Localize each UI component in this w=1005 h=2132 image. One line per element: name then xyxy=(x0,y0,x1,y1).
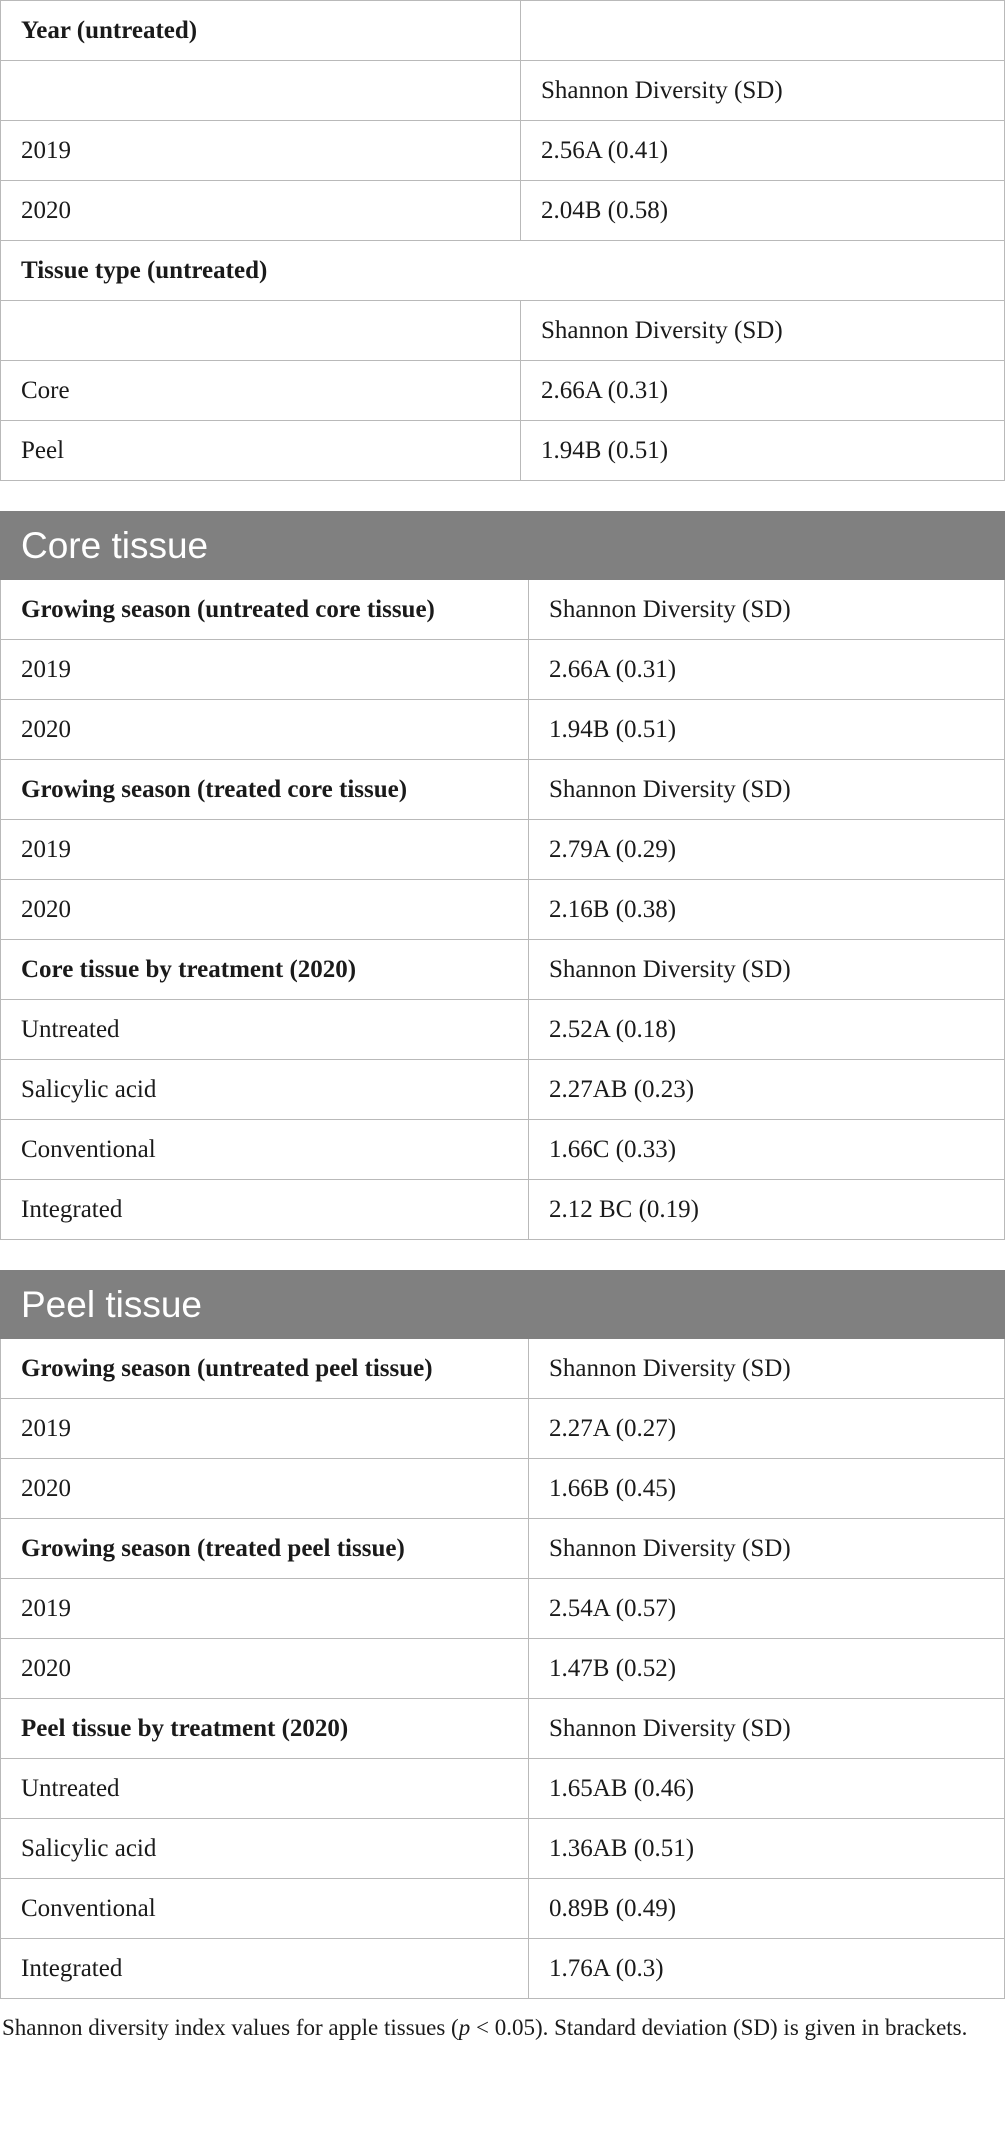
table-row xyxy=(1,1579,1005,1639)
section-header-row xyxy=(1,512,1005,580)
column-header: Shannon Diversity (SD) xyxy=(529,1339,1005,1399)
column-header: Shannon Diversity (SD) xyxy=(529,760,1005,820)
table-row xyxy=(1,640,1005,700)
group-header-row xyxy=(1,241,1005,301)
column-header-row xyxy=(1,61,1005,121)
column-header: Shannon Diversity (SD) xyxy=(529,580,1005,640)
table-row xyxy=(1,421,1005,481)
column-header: Shannon Diversity (SD) xyxy=(529,1519,1005,1579)
group-heading: Core tissue by treatment (2020) xyxy=(1,940,529,1000)
table-row xyxy=(1,1180,1005,1240)
group-header-row xyxy=(1,1699,1005,1759)
table-row xyxy=(1,1120,1005,1180)
group-heading: Year (untreated) xyxy=(1,1,521,61)
untreated-summary-table xyxy=(0,0,1005,481)
group-heading: Growing season (untreated core tissue) xyxy=(1,580,529,640)
caption-p-symbol: p xyxy=(458,2015,471,2040)
row-value: 2.27A (0.27) xyxy=(529,1399,1005,1459)
row-value: 1.76A (0.3) xyxy=(529,1939,1005,1999)
row-label: Conventional xyxy=(1,1879,529,1939)
group-heading: Growing season (treated peel tissue) xyxy=(1,1519,529,1579)
column-header: Shannon Diversity (SD) xyxy=(529,940,1005,1000)
table-row xyxy=(1,121,1005,181)
row-label: Peel xyxy=(1,421,521,481)
row-label: 2019 xyxy=(1,1579,529,1639)
row-label: Core xyxy=(1,361,521,421)
row-label: Integrated xyxy=(1,1180,529,1240)
row-label: 2020 xyxy=(1,1639,529,1699)
row-label: Salicylic acid xyxy=(1,1060,529,1120)
table-row xyxy=(1,1819,1005,1879)
group-heading: Growing season (untreated peel tissue) xyxy=(1,1339,529,1399)
table-row xyxy=(1,181,1005,241)
group-heading: Peel tissue by treatment (2020) xyxy=(1,1699,529,1759)
row-value: 1.65AB (0.46) xyxy=(529,1759,1005,1819)
peel-tissue-table xyxy=(0,1270,1005,1999)
empty-cell xyxy=(521,1,1005,61)
empty-cell xyxy=(1,301,521,361)
core-tissue-table xyxy=(0,511,1005,1240)
section-header-row xyxy=(1,1271,1005,1339)
table-row xyxy=(1,880,1005,940)
row-label: 2019 xyxy=(1,820,529,880)
row-label: 2020 xyxy=(1,700,529,760)
table-row xyxy=(1,1879,1005,1939)
row-label: Integrated xyxy=(1,1939,529,1999)
section-title: Core tissue xyxy=(1,512,1005,580)
group-heading: Growing season (treated core tissue) xyxy=(1,760,529,820)
group-heading: Tissue type (untreated) xyxy=(1,241,1005,301)
row-label: 2020 xyxy=(1,880,529,940)
row-label: 2019 xyxy=(1,640,529,700)
column-header: Shannon Diversity (SD) xyxy=(521,301,1005,361)
group-header-row xyxy=(1,940,1005,1000)
row-value: 2.12 BC (0.19) xyxy=(529,1180,1005,1240)
group-header-row xyxy=(1,580,1005,640)
group-header-row xyxy=(1,1,1005,61)
caption-text-start: Shannon diversity index values for apple tissues ( xyxy=(2,2015,459,2040)
table-row xyxy=(1,1399,1005,1459)
column-header: Shannon Diversity (SD) xyxy=(529,1699,1005,1759)
group-header-row xyxy=(1,760,1005,820)
row-value: 2.16B (0.38) xyxy=(529,880,1005,940)
row-label: 2020 xyxy=(1,1459,529,1519)
empty-cell xyxy=(1,61,521,121)
table-row xyxy=(1,1060,1005,1120)
row-value: 1.47B (0.52) xyxy=(529,1639,1005,1699)
row-value: 2.27AB (0.23) xyxy=(529,1060,1005,1120)
row-label: 2019 xyxy=(1,1399,529,1459)
column-header-row xyxy=(1,301,1005,361)
row-value: 2.66A (0.31) xyxy=(529,640,1005,700)
row-label: Conventional xyxy=(1,1120,529,1180)
row-value: 2.66A (0.31) xyxy=(521,361,1005,421)
row-value: 2.54A (0.57) xyxy=(529,1579,1005,1639)
table-row xyxy=(1,1639,1005,1699)
table-row xyxy=(1,1459,1005,1519)
table-row xyxy=(1,1000,1005,1060)
caption-text-end: < 0.05). Standard deviation (SD) is given in brackets. xyxy=(470,2015,968,2040)
row-value: 2.56A (0.41) xyxy=(521,121,1005,181)
row-value: 2.79A (0.29) xyxy=(529,820,1005,880)
row-label: 2019 xyxy=(1,121,521,181)
row-label: Salicylic acid xyxy=(1,1819,529,1879)
row-value: 1.66B (0.45) xyxy=(529,1459,1005,1519)
table-row xyxy=(1,1759,1005,1819)
group-header-row xyxy=(1,1339,1005,1399)
row-label: 2020 xyxy=(1,181,521,241)
row-label: Untreated xyxy=(1,1000,529,1060)
row-value: 1.94B (0.51) xyxy=(529,700,1005,760)
table-row xyxy=(1,361,1005,421)
row-value: 2.52A (0.18) xyxy=(529,1000,1005,1060)
row-value: 1.66C (0.33) xyxy=(529,1120,1005,1180)
column-header: Shannon Diversity (SD) xyxy=(521,61,1005,121)
table-row xyxy=(1,700,1005,760)
row-label: Untreated xyxy=(1,1759,529,1819)
row-value: 1.94B (0.51) xyxy=(521,421,1005,481)
section-title: Peel tissue xyxy=(1,1271,1005,1339)
table-row xyxy=(1,1939,1005,1999)
row-value: 2.04B (0.58) xyxy=(521,181,1005,241)
row-value: 0.89B (0.49) xyxy=(529,1879,1005,1939)
group-header-row xyxy=(1,1519,1005,1579)
table-caption xyxy=(0,2011,992,2044)
table-row xyxy=(1,820,1005,880)
row-value: 1.36AB (0.51) xyxy=(529,1819,1005,1879)
